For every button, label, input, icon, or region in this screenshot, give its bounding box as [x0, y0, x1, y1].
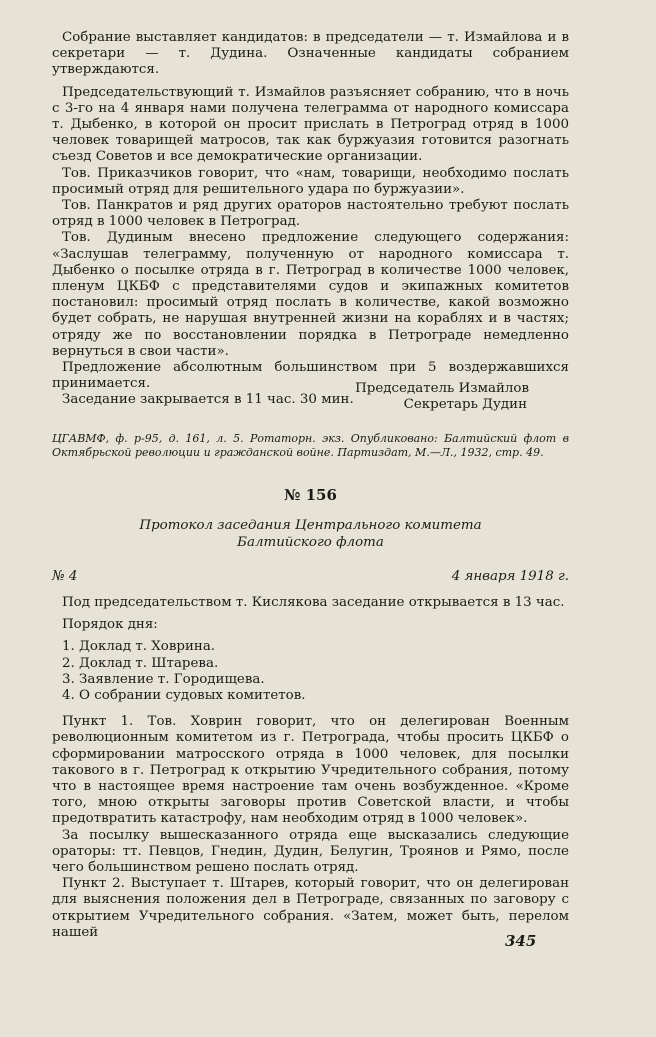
paragraph: За посылку вышесказанного отряда еще высказались следующие ораторы: тт. Певцов, Гнедин, Дудин, Белугин, Троянов и Рямо, после чего большинством решено послать отряд. [52, 827, 569, 876]
agenda-label: Порядок дня: [62, 617, 158, 633]
paragraph: Собрание выставляет кандидатов: в председатели — т. Измайлова и в секретари — т. Дудина. Означенные кандидаты собранием утверждаются. [52, 30, 569, 78]
paragraph: Тов. Приказчиков говорит, что «нам, товарищи, необходимо послать просимый отряд для решительного удара по буржуазии». [52, 165, 569, 197]
protocol-number: № 4 [52, 569, 78, 585]
protocol-date: 4 января 1918 г. [451, 569, 569, 585]
document-number: № 156 [284, 486, 337, 504]
chairman-signature: Председатель Измайлов [355, 381, 529, 396]
paragraph: Тов. Дудиным внесено предложение следующего содержания: «Заслушав телеграмму, полученную от народного комиссара т. Дыбенко о посылке отряда в г. Петроград в количестве 1000 человек, пленум ЦКБФ с представителями судов и экипажных комитетов постановил: просимый отряд послать в количестве, какой возможно будет собрать, не нарушая внутренней жизни на кораблях и в частях; отряду же по восстановлении порядка в Петрограде немедленно вернуться в свои части». [52, 230, 569, 359]
paragraph: Пункт 2. Выступает т. Штарев, который говорит, что он делегирован для выяснения положения дел в Петрограде, связанных по заговору с открытием Учредительного собрания. «Затем, может быть, перелом нашей [52, 876, 569, 940]
agenda-list [52, 639, 569, 704]
paragraph: Предложение абсолютным большинством при 5 воздержавшихся принимается. [52, 360, 569, 392]
protocol-meta [52, 569, 569, 585]
paragraph: Председательствующий т. Измайлов разъясняет собранию, что в ночь с 3-го на 4 января нами получена телеграмма от народного комиссара т. Дыбенко, в которой он просит прислать в Петроград отряд в 1000 человек товарищей матросов, так как буржуазия готовится разогнать съезд Советов и все демократические организации. [52, 84, 569, 165]
list-item: 2. Доклад т. Штарева. [62, 655, 219, 671]
document-title-line2: Балтийского флота [237, 535, 384, 551]
document-header [52, 487, 569, 585]
secretary-signature: Секретарь Дудин [403, 397, 527, 413]
list-item: 3. Заявление т. Городищева. [62, 671, 265, 687]
document-title-line1: Протокол заседания Центрального комитета [139, 518, 482, 534]
list-item: 4. О собрании судовых комитетов. [62, 688, 306, 704]
paragraph: Заседание закрывается в 11 час. 30 мин. [62, 392, 354, 408]
signatures [52, 381, 569, 413]
archive-source [52, 432, 569, 460]
list-item: 1. Доклад т. Ховрина. [62, 639, 216, 655]
protocol-body [52, 595, 569, 941]
page-number: 345 [505, 932, 537, 950]
minutes-block [52, 30, 569, 409]
opening-line: Под председательством т. Кислякова заседание открывается в 13 час. [62, 595, 565, 610]
paragraph: Тов. Панкратов и ряд других ораторов настоятельно требуют послать отряд в 1000 человек в Петроград. [52, 198, 569, 230]
source-citation: ЦГАВМФ, ф. р-95, д. 161, л. 5. Ротаторн. экз. Опубликовано: Балтийский флот в Октябрьской революции и гражданской войне. Партиздат, М.—Л., 1932, стр. 49. [52, 432, 569, 459]
paragraph: Пункт 1. Тов. Ховрин говорит, что он делегирован Военным революционным комитетом из г. Петрограда, чтобы просить ЦКБФ о сформировании матросского отряда в 1000 человек, для посылки такового в г. Петроград к открытию Учредительного собрания, потому что в настоящее время настроение там очень возбужденное. «Кроме того, мною открыты заговоры против Советской власти, и чтобы предотвратить катастрофу, нам необходим отряд в 1000 человек». [52, 714, 569, 827]
